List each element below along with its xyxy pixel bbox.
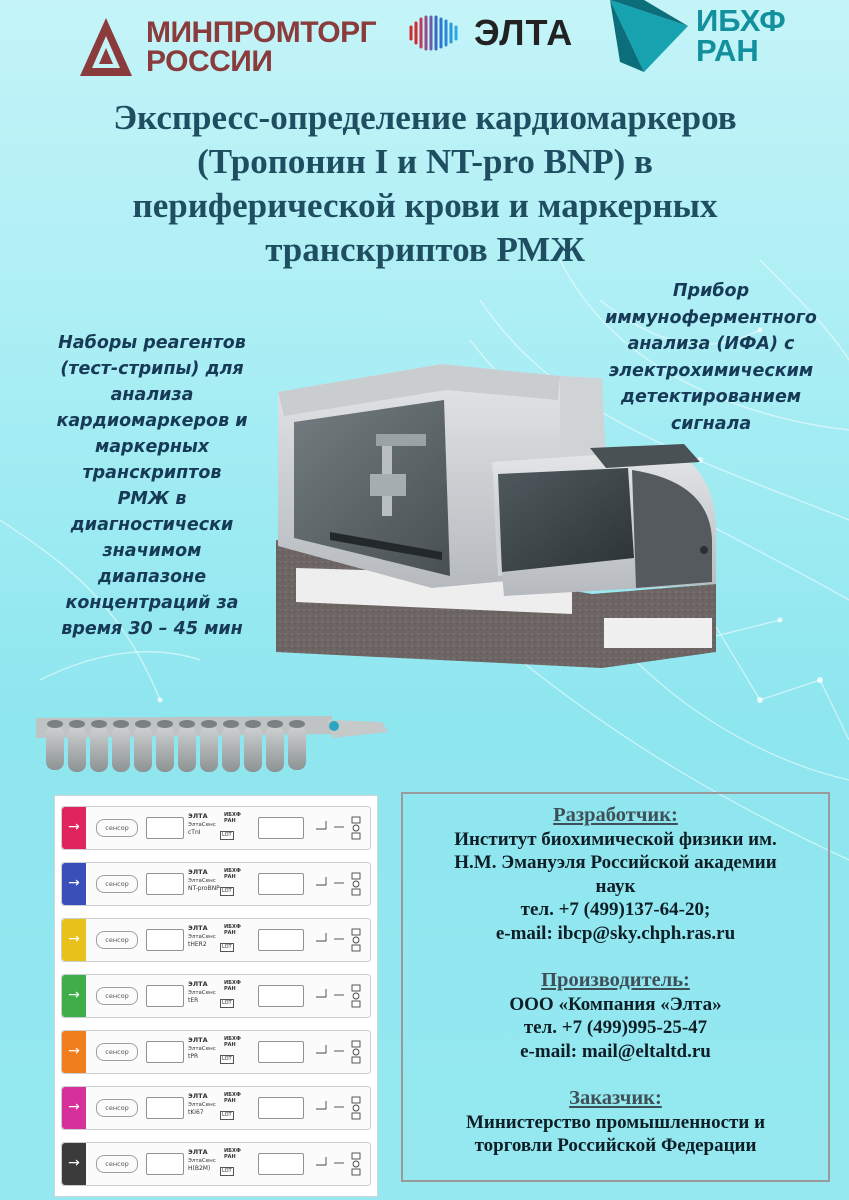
manufacturer-email: e-mail: mail@eltaltd.ru [520,1040,711,1062]
developer-line: Институт биохимической физики им. [454,828,777,850]
strip-sensor-label: сенсор [96,1043,138,1061]
strip-sensor-label: сенсор [96,1099,138,1117]
strip-color-cap [62,1087,86,1129]
strip-brand: ЭЛТА [188,1148,208,1156]
test-strips-panel [54,795,378,1197]
strip-ibhf-mark: ИБХФ РАН [224,868,241,880]
title-line: Экспресс-определение кардиомаркеров [113,98,737,137]
minpromtorg-emblem-icon [78,16,134,78]
strip-sensor-label: сенсор [96,819,138,837]
strip-product: ЭлтаСенс [188,1158,216,1164]
caption-line: Наборы реагентов [58,333,246,353]
strip-product: ЭлтаСенс [188,878,216,884]
developer-email: e-mail: ibcp@sky.chph.ras.ru [495,922,736,944]
arrow-right-icon: → [68,875,80,891]
strip-window [146,1153,184,1175]
arrow-right-icon: → [68,1043,80,1059]
strip-symbols-icon [312,1039,368,1065]
strip-window [258,929,304,951]
strip-symbols-icon [312,815,368,841]
caption-line: (тест-стрипы) для [60,359,244,379]
caption-line: кардиомаркеров и [56,411,248,431]
test-strip-ter [61,974,371,1018]
customer-heading: Заказчик: [569,1087,662,1109]
minpromtorg-wordmark [146,18,376,76]
strip-window [146,1097,184,1119]
contacts-box [401,792,830,1182]
strip-product: ЭлтаСенс [188,934,216,940]
strip-lot: LOT [222,832,232,838]
elta-wordmark: ЭЛТА [474,12,574,53]
title-line: периферической крови и маркерных [132,186,718,225]
test-strip-tpr [61,1030,371,1074]
strip-ibhf-mark: ИБХФ РАН [224,980,241,992]
developer-block [403,804,828,945]
strip-symbols-icon [312,871,368,897]
arrow-right-icon: → [68,931,80,947]
strip-window [258,1041,304,1063]
strip-ibhf-mark: ИБХФ РАН [224,924,241,936]
arrow-right-icon: → [68,987,80,1003]
strip-window [146,929,184,951]
strip-window [258,817,304,839]
strip-brand: ЭЛТА [188,980,208,988]
ibhf-line2: РАН [696,33,759,68]
title-line: транскриптов РМЖ [265,230,585,269]
caption-line: транскриптов [82,463,222,483]
strip-lot: LOT [222,944,232,950]
test-strip-ntprobnp [61,862,371,906]
caption-line: диагностически [70,515,234,535]
arrow-right-icon: → [68,1155,80,1171]
strip-brand: ЭЛТА [188,1092,208,1100]
customer-line: торговли Российской Федерации [474,1135,757,1156]
strip-sensor-label: сенсор [96,875,138,893]
manufacturer-block [403,969,828,1063]
caption-line: время 30 – 45 мин [61,619,243,639]
strip-marker: tKi67 [188,1109,204,1116]
strip-window [146,1041,184,1063]
caption-line: электрохимическим [608,360,814,381]
minpromtorg-logo [78,16,376,78]
strip-lot: LOT [222,1056,232,1062]
strip-marker: tPR [188,1053,199,1060]
test-strip-ther2 [61,918,371,962]
caption-line: иммуноферментного [605,307,817,328]
strip-brand: ЭЛТА [188,924,208,932]
strip-sensor-label: сенсор [96,1155,138,1173]
caption-line: анализа (ИФА) с [627,334,795,354]
elta-wave-icon [408,13,464,53]
caption-line: анализа [110,385,194,405]
strip-marker: NT-proBNP [188,885,220,892]
ifa-analyzer-device-image [272,362,722,680]
strip-sensor-label: сенсор [96,987,138,1005]
caption-line: сигнала [670,413,752,434]
caption-line: РМЖ в [117,489,187,509]
strip-window [146,985,184,1007]
ibhf-emblem-icon [604,0,690,72]
strip-lot: LOT [222,1168,232,1174]
manufacturer-line: ООО «Компания «Элта» [509,993,722,1015]
developer-line: наук [595,875,636,897]
developer-heading: Разработчик: [553,804,678,826]
manufacturer-heading: Производитель: [541,969,690,991]
minpromtorg-line1: МИНПРОМТОРГ [146,16,377,49]
reagent-well-tray-image [32,704,392,780]
strip-window [258,873,304,895]
strip-window [146,817,184,839]
strip-brand: ЭЛТА [188,1036,208,1044]
strip-color-cap [62,863,86,905]
strip-symbols-icon [312,983,368,1009]
strip-window [258,985,304,1007]
strip-window [146,873,184,895]
caption-line: значимом [102,541,202,561]
test-strip-ctni [61,806,371,850]
strip-color-cap [62,919,86,961]
strip-window [258,1097,304,1119]
manufacturer-phone: тел. +7 (499)995-25-47 [523,1017,708,1038]
strip-lot: LOT [222,888,232,894]
test-strip-tki67 [61,1086,371,1130]
caption-line: диапазоне [97,567,207,587]
strip-product: ЭлтаСенс [188,1102,216,1108]
caption-line: концентраций за [65,593,239,613]
page-title [60,96,790,272]
strip-product: ЭлтаСенс [188,1046,216,1052]
caption-line: детектированием [620,387,802,407]
ibhf-wordmark [696,3,786,68]
strip-brand: ЭЛТА [188,868,208,876]
caption-line: Прибор [672,281,750,301]
elta-logo [408,12,573,54]
customer-block [403,1087,828,1158]
caption-line: маркерных [94,437,210,457]
strip-ibhf-mark: ИБХФ РАН [224,1148,241,1160]
strip-lot: LOT [222,1112,232,1118]
strip-ibhf-mark: ИБХФ РАН [224,1092,241,1104]
developer-phone: тел. +7 (499)137-64-20; [520,899,711,920]
strip-symbols-icon [312,927,368,953]
strip-marker: tHER2 [188,941,207,948]
strip-lot: LOT [222,1000,232,1006]
customer-line: Министерство промышленности и [465,1111,766,1133]
strip-color-cap [62,1143,86,1185]
strip-color-cap [62,807,86,849]
minpromtorg-line2: РОССИИ [146,45,273,78]
strip-brand: ЭЛТА [188,812,208,820]
arrow-right-icon: → [68,819,80,835]
strip-sensor-label: сенсор [96,931,138,949]
ibhf-line1: ИБХФ [696,3,786,38]
strip-window [258,1153,304,1175]
arrow-right-icon: → [68,1099,80,1115]
strip-ibhf-mark: ИБХФ РАН [224,812,241,824]
strip-symbols-icon [312,1095,368,1121]
strip-marker: cTnI [188,829,201,836]
strip-marker: H(B2M) [188,1165,211,1172]
strip-color-cap [62,975,86,1017]
strip-product: ЭлтаСенс [188,822,216,828]
ibhf-ran-logo [604,0,786,72]
test-strips-caption [38,330,266,642]
developer-line: Н.М. Эмануэля Российской академии [454,852,777,873]
test-strip-hb2m [61,1142,371,1186]
strip-marker: tER [188,997,199,1004]
strip-color-cap [62,1031,86,1073]
strip-ibhf-mark: ИБХФ РАН [224,1036,241,1048]
title-line: (Тропонин I и NT-pro BNP) в [197,142,653,181]
strip-product: ЭлтаСенс [188,990,216,996]
strip-symbols-icon [312,1151,368,1177]
